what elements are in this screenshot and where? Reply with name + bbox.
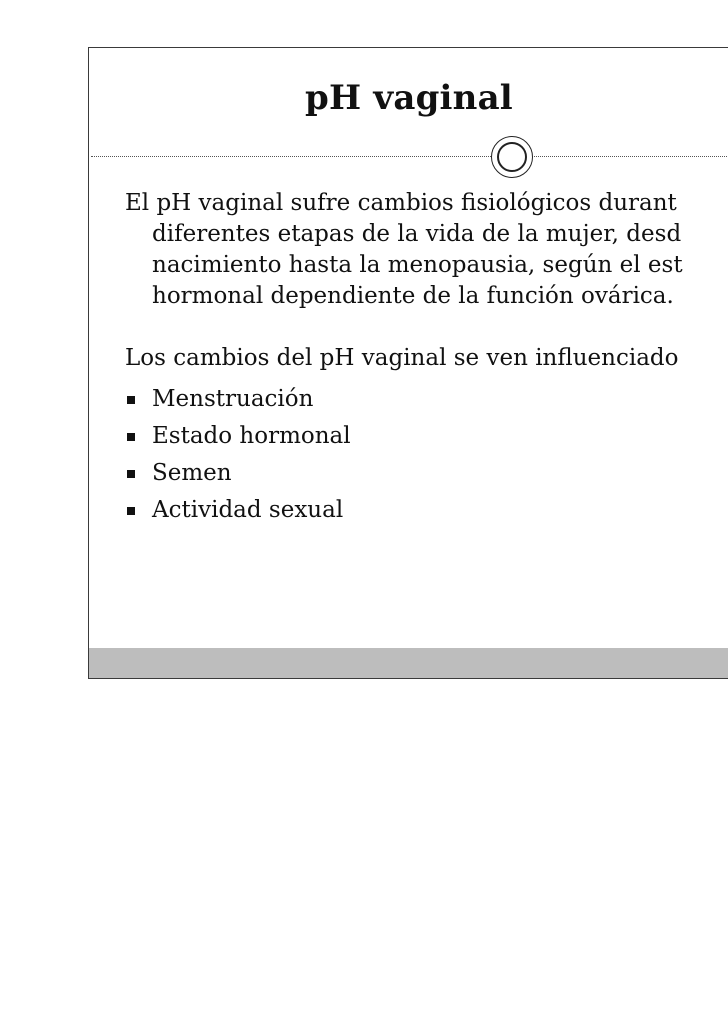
slide-content (125, 188, 728, 529)
paragraph-line: El pH vaginal sufre cambios fisiológicos durant (125, 190, 677, 216)
square-bullet-icon (127, 433, 135, 441)
paragraph-line: hormonal dependiente de la función ovárica. (152, 283, 674, 309)
slide-frame (88, 47, 728, 679)
influence-intro (125, 343, 728, 374)
title-divider (91, 156, 728, 157)
influence-intro-text: Los cambios del pH vaginal se ven influenciado (125, 345, 679, 371)
list-item-text: Estado hormonal (152, 423, 351, 449)
list-item (125, 455, 728, 492)
paragraph-line: diferentes etapas de la vida de la mujer, desd (152, 221, 682, 247)
list-item (125, 381, 728, 418)
factor-list (125, 381, 728, 529)
list-item (125, 492, 728, 529)
square-bullet-icon (127, 396, 135, 404)
list-item-text: Menstruación (152, 386, 314, 412)
list-item-text: Actividad sexual (152, 497, 344, 523)
square-bullet-icon (127, 507, 135, 515)
list-item-text: Semen (152, 460, 232, 486)
slide-title: pH vaginal (305, 78, 513, 118)
ring-ornament-icon (491, 136, 533, 178)
intro-paragraph (125, 188, 728, 312)
spacer (125, 312, 728, 343)
footer-bar (89, 648, 728, 678)
paragraph-line: nacimiento hasta la menopausia, según el est (152, 252, 683, 278)
square-bullet-icon (127, 470, 135, 478)
list-item (125, 418, 728, 455)
